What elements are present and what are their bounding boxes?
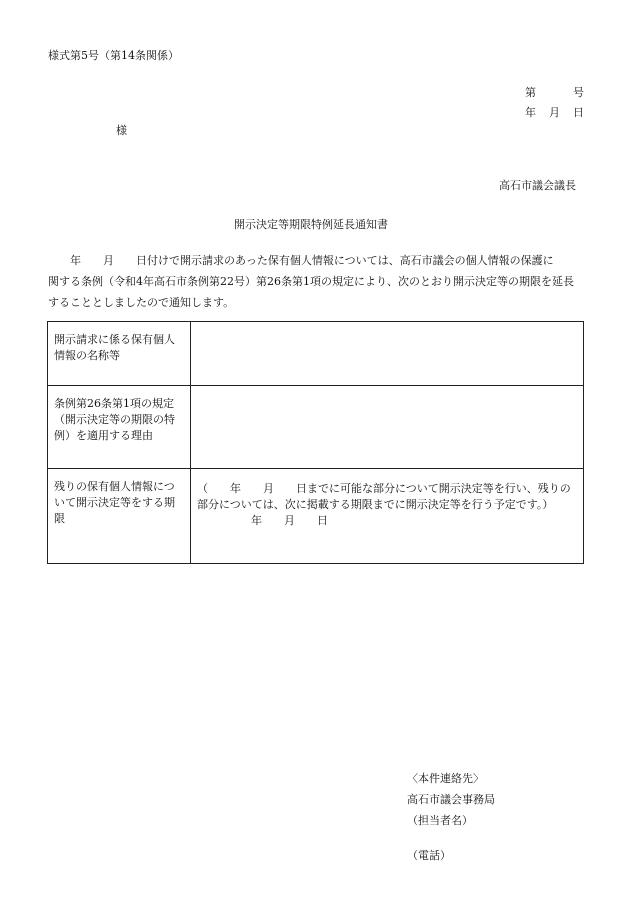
deadline-value [191, 469, 584, 564]
contact-block [407, 768, 495, 866]
notice-body-line-1 [48, 250, 585, 271]
document-title: 開示決定等期限特例延長通知書 [234, 218, 388, 231]
issue-date-month: 月 [549, 106, 560, 119]
document-number-prefix: 第 [525, 86, 536, 99]
addressee: 様 [116, 124, 127, 137]
reason-label: 条例第26条第1項の規定（開示決定等の期限の特例）を適用する理由 [48, 386, 191, 469]
contact-person: （担当者名） [407, 814, 473, 827]
deadline-label: 残りの保有個人情報について開示決定等をする期限 [48, 469, 191, 564]
body-year: 年 [70, 254, 81, 267]
issuer: 高石市議会議長 [499, 179, 576, 192]
table-row [48, 322, 584, 386]
contact-office: 高石市議会事務局 [407, 793, 495, 806]
notice-body-line-3: することとしましたので通知します。 [48, 296, 235, 309]
issue-date-year: 年 [525, 106, 536, 119]
issue-date-day: 日 [573, 106, 584, 119]
body-month: 月 [103, 254, 114, 267]
table-row [48, 469, 584, 564]
deadline-text-line-2: 部分については、次に掲載する期限までに開示決定等を行う予定です。） [197, 498, 554, 511]
info-name-label: 開示請求に係る保有個人情報の名称等 [48, 322, 191, 386]
reason-value [191, 386, 584, 469]
deadline-date: 年 月 日 [251, 514, 328, 527]
document-number-suffix: 号 [573, 86, 584, 99]
notice-body [48, 250, 585, 313]
body-line-1-rest: 日付けで開示請求のあった保有個人情報については、高石市議会の個人情報の保護に [136, 254, 554, 267]
form-number: 様式第5号（第14条関係） [48, 49, 179, 62]
notice-table [47, 321, 584, 564]
notice-body-line-2: 関する条例（令和4年高石市条例第22号）第26条第1項の規定により、次のとおり開示決定等の期限を延長 [48, 275, 574, 288]
deadline-text-line-1: （ 年 月 日までに可能な部分について開示決定等を行い、残りの [197, 482, 571, 495]
contact-phone: （電話） [407, 849, 451, 862]
info-name-value [191, 322, 584, 386]
table-row [48, 386, 584, 469]
contact-heading: 〈本件連絡先〉 [407, 772, 484, 785]
